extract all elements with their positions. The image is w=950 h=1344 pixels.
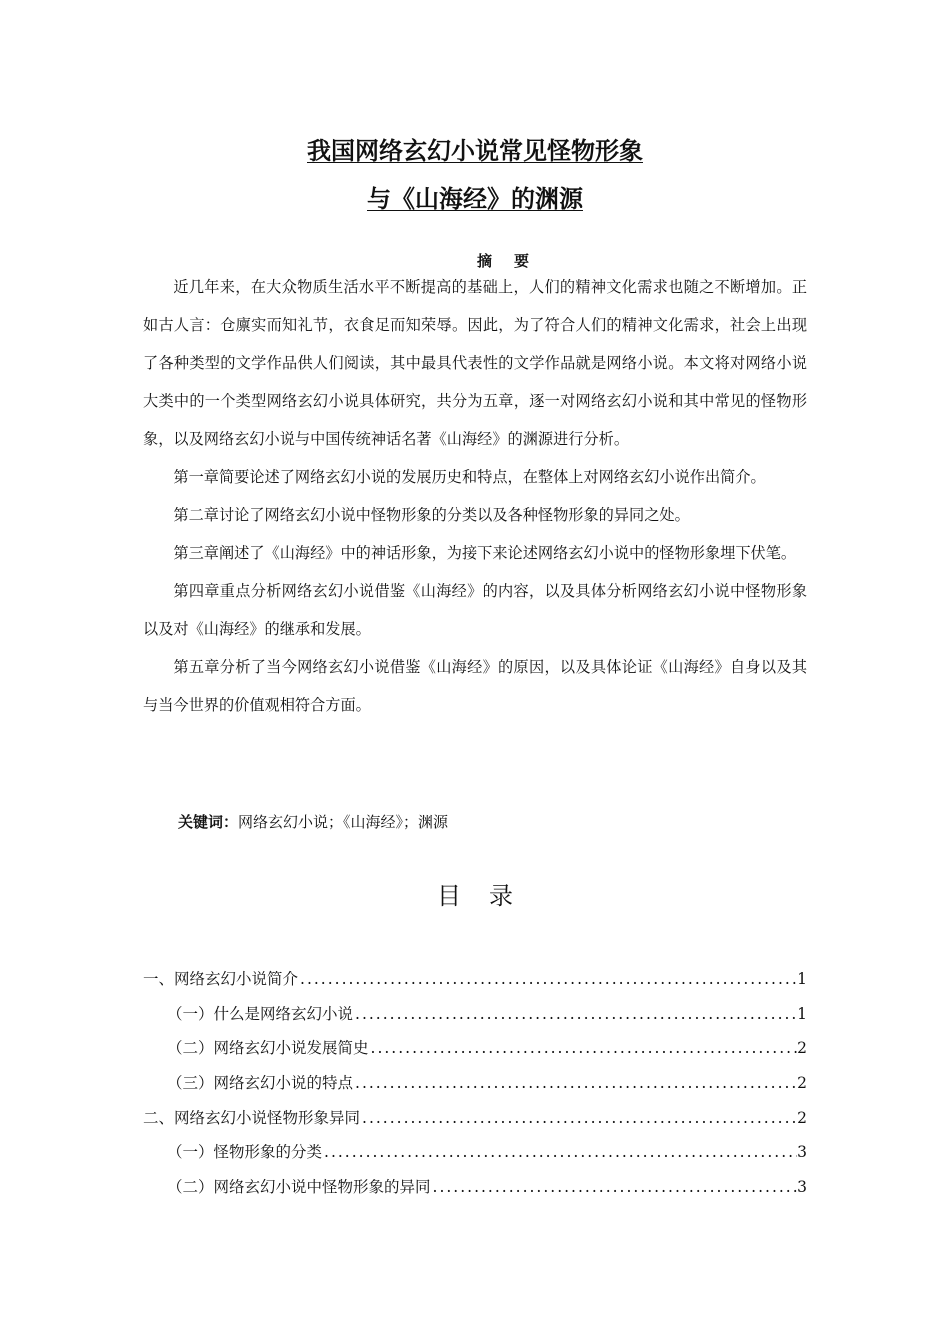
- toc-entry-page: 3: [797, 1143, 807, 1162]
- toc-entry-label: 二、网络玄幻小说怪物形象异同: [143, 1108, 361, 1127]
- abstract-paragraph: 第三章阐述了《山海经》中的神话形象，为接下来论述网络玄幻小说中的怪物形象埋下伏笔。: [173, 544, 797, 562]
- abstract-paragraph: 第四章重点分析网络玄幻小说借鉴《山海经》的内容，以及具体分析网络玄幻小说中怪物形象以及对《山海经》的继承和发展。: [143, 582, 807, 638]
- toc-entry-page: 1: [797, 970, 807, 988]
- keywords-line: [178, 810, 448, 834]
- toc-entry[interactable]: [143, 1101, 807, 1136]
- toc-entry-label: （二）网络玄幻小说发展简史: [167, 1039, 369, 1058]
- abstract-paragraph: 第一章简要论述了网络玄幻小说的发展历史和特点，在整体上对网络玄幻小说作出简介。: [173, 468, 766, 486]
- abstract-paragraph: 第二章讨论了网络玄幻小说中怪物形象的分类以及各种怪物形象的异同之处。: [173, 506, 690, 524]
- toc-entry-label: （一）什么是网络玄幻小说: [167, 1004, 354, 1023]
- keywords-label: 关键词：: [178, 813, 239, 831]
- toc-entry[interactable]: [143, 997, 807, 1032]
- toc-entry-label: 一、网络玄幻小说简介: [143, 970, 299, 988]
- keywords-text: 网络玄幻小说；《山海经》；渊源: [238, 813, 449, 831]
- toc-entry[interactable]: [143, 1135, 807, 1170]
- abstract-paragraph: 近几年来，在大众物质生活水平不断提高的基础上，人们的精神文化需求也随之不断增加。正如古人言：仓廪实而知礼节，衣食足而知荣辱。因此，为了符合人们的精神文化需求，社会上出现了各种类型的文学作品供人们阅读，其中最具代表性的文学作品就是网络小说。本文将对网络小说大类中的一个类型网络玄幻小说具体研究，共分为五章，逐一对网络玄幻小说和其中常见的怪物形象，以及网络玄幻小说与中国传统神话名著《山海经》的渊源进行分析。: [143, 278, 807, 448]
- toc-entry-page: 1: [797, 1004, 807, 1023]
- abstract-body: [143, 268, 807, 724]
- toc-entry-page: 2: [797, 1074, 807, 1093]
- document-title-line-2: [0, 184, 950, 214]
- abstract-paragraph: 第五章分析了当今网络玄幻小说借鉴《山海经》的原因，以及具体论证《山海经》自身以及其与当今世界的价值观相符合方面。: [143, 658, 807, 714]
- toc-leader-dots: [298, 962, 797, 997]
- title-line-1-text: 我国网络玄幻小说常见怪物形象: [307, 137, 643, 165]
- toc-leader-dots: [322, 1135, 797, 1170]
- toc-entry[interactable]: [143, 962, 807, 997]
- toc-entry[interactable]: [143, 1066, 807, 1101]
- toc-entry-label: （三）网络玄幻小说的特点: [167, 1074, 354, 1093]
- title-line-2-text: 与《山海经》的渊源: [367, 185, 583, 213]
- toc-entry-page: 2: [797, 1108, 807, 1127]
- toc-entry-page: 3: [797, 1178, 807, 1197]
- toc-entry-label: （二）网络玄幻小说中怪物形象的异同: [167, 1178, 431, 1197]
- table-of-contents: [143, 962, 807, 1205]
- toc-entry-label: （一）怪物形象的分类: [167, 1143, 323, 1162]
- toc-entry[interactable]: [143, 1031, 807, 1066]
- toc-leader-dots: [369, 1031, 798, 1066]
- toc-leader-dots: [353, 1066, 797, 1101]
- toc-entry[interactable]: [143, 1170, 807, 1205]
- toc-entry-page: 2: [797, 1039, 807, 1058]
- toc-leader-dots: [360, 1101, 797, 1136]
- toc-leader-dots: [431, 1170, 798, 1205]
- abstract-heading: 摘要: [476, 252, 551, 270]
- toc-leader-dots: [353, 997, 797, 1032]
- toc-heading: 目录: [437, 882, 541, 910]
- document-title-line-1: [0, 136, 950, 166]
